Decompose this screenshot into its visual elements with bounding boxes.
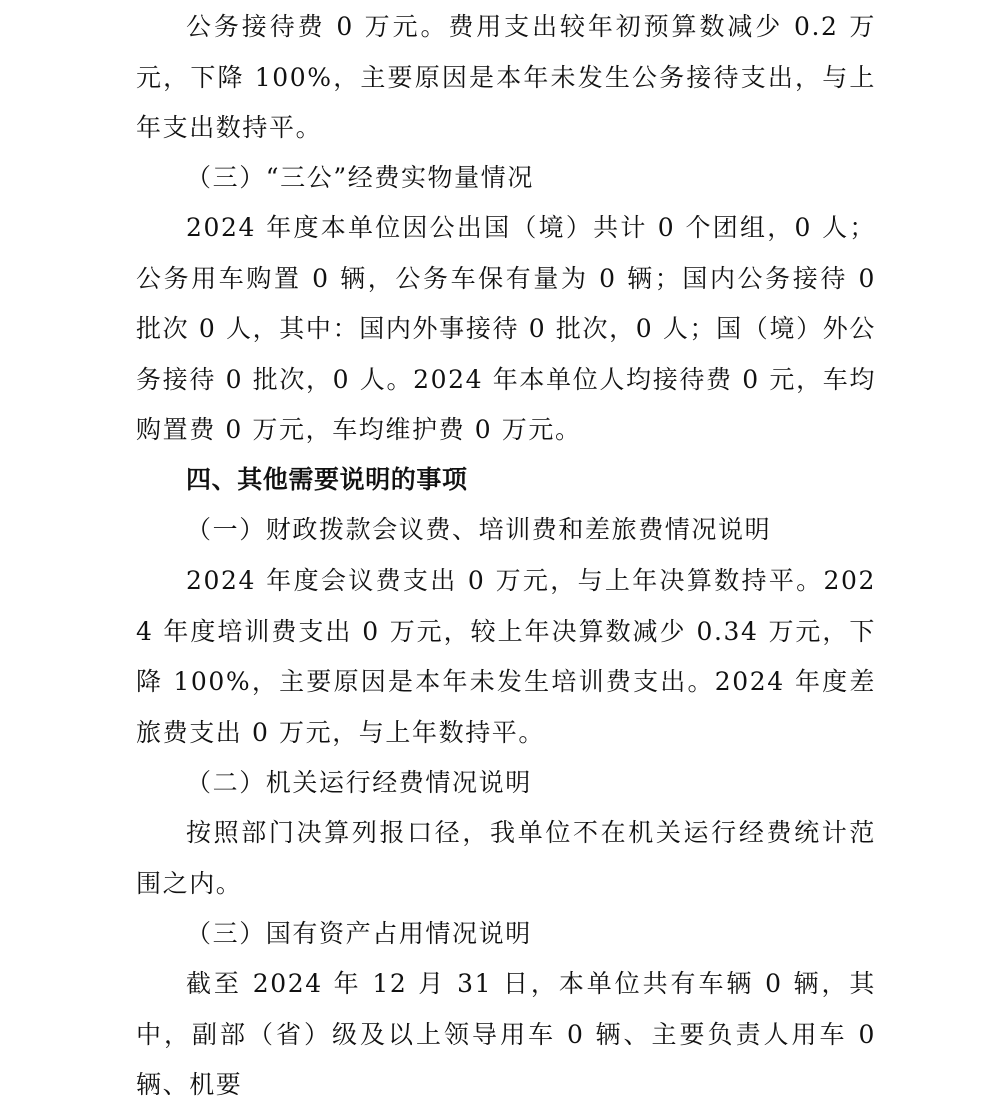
- heading-other-matters: 四、其他需要说明的事项: [186, 465, 468, 494]
- paragraph-operating-expenses: 按照部门决算列报口径，我单位不在机关运行经费统计范围之内。: [136, 818, 876, 898]
- heading-operating-expenses: （二）机关运行经费情况说明: [186, 768, 532, 797]
- heading-state-assets: （三）国有资产占用情况说明: [186, 919, 532, 948]
- paragraph-reception-expense: 公务接待费 0 万元。费用支出较年初预算数减少 0.2 万元，下降 100%，主要原因是本年未发生公务接待支出，与上年支出数持平。: [136, 12, 876, 142]
- paragraph-physical-volume: 2024 年度本单位因公出国（境）共计 0 个团组，0 人；公务用车购置 0 辆，公务车保有量为 0 辆；国内公务接待 0 批次 0 人，其中：国内外事接待 0 批次，0 人；国（境）外公务接待 0 批次，0 人。2024 年本单位人均接待费 0 元，车均购置费 0 万元，车均维护费 0 万元。: [136, 213, 876, 444]
- heading-san-gong-physical-volume: （三）“三公”经费实物量情况: [186, 163, 534, 192]
- heading-meeting-training-travel: （一）财政拨款会议费、培训费和差旅费情况说明: [186, 515, 772, 544]
- paragraph-state-assets: 截至 2024 年 12 月 31 日，本单位共有车辆 0 辆，其中，副部（省）级及以上领导用车 0 辆、主要负责人用车 0 辆、机要: [136, 969, 876, 1099]
- paragraph-meeting-training-travel: 2024 年度会议费支出 0 万元，与上年决算数持平。2024 年度培训费支出 0 万元，较上年决算数减少 0.34 万元，下降 100%，主要原因是本年未发生培训费支出。2024 年度差旅费支出 0 万元，与上年数持平。: [136, 566, 876, 747]
